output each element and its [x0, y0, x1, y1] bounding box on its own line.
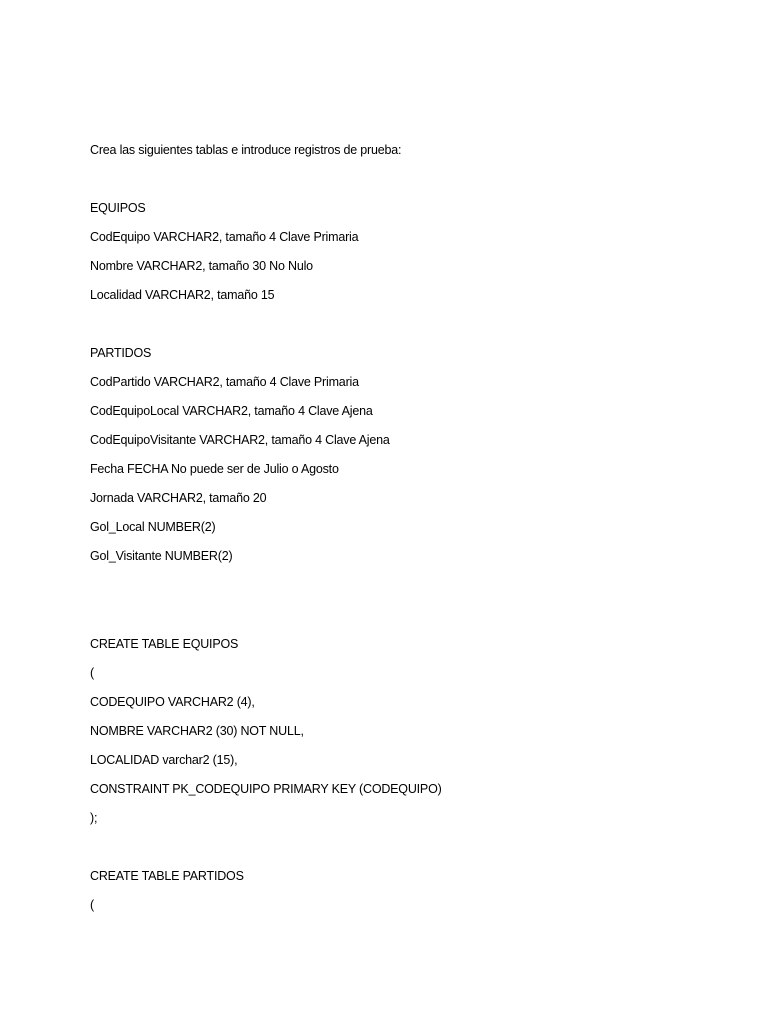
- partidos-field-codequipovisitante: CodEquipoVisitante VARCHAR2, tamaño 4 Clave Ajena: [90, 433, 390, 447]
- equipos-field-localidad: Localidad VARCHAR2, tamaño 15: [90, 288, 275, 302]
- partidos-field-codpartido: CodPartido VARCHAR2, tamaño 4 Clave Primaria: [90, 375, 359, 389]
- partidos-field-gol-local: Gol_Local NUMBER(2): [90, 520, 216, 534]
- partidos-field-jornada: Jornada VARCHAR2, tamaño 20: [90, 491, 267, 505]
- partidos-field-gol-visitante: Gol_Visitante NUMBER(2): [90, 549, 233, 563]
- partidos-field-codequipolocal: CodEquipoLocal VARCHAR2, tamaño 4 Clave Ajena: [90, 404, 373, 418]
- intro-text: Crea las siguientes tablas e introduce registros de prueba:: [90, 143, 402, 157]
- sql-equipos-line-3: CODEQUIPO VARCHAR2 (4),: [90, 695, 255, 709]
- sql-equipos-line-1: CREATE TABLE EQUIPOS: [90, 637, 239, 651]
- equipos-heading: EQUIPOS: [90, 201, 146, 215]
- sql-equipos-line-5: LOCALIDAD varchar2 (15),: [90, 753, 238, 767]
- equipos-field-codequipo: CodEquipo VARCHAR2, tamaño 4 Clave Primaria: [90, 230, 359, 244]
- sql-partidos-line-1: CREATE TABLE PARTIDOS: [90, 869, 244, 883]
- partidos-field-fecha: Fecha FECHA No puede ser de Julio o Agosto: [90, 462, 339, 476]
- sql-equipos-line-2: (: [90, 666, 94, 680]
- partidos-heading: PARTIDOS: [90, 346, 152, 360]
- equipos-field-nombre: Nombre VARCHAR2, tamaño 30 No Nulo: [90, 259, 313, 273]
- sql-partidos-line-2: (: [90, 898, 94, 912]
- sql-equipos-line-7: );: [90, 811, 98, 825]
- sql-equipos-line-4: NOMBRE VARCHAR2 (30) NOT NULL,: [90, 724, 304, 738]
- sql-equipos-line-6: CONSTRAINT PK_CODEQUIPO PRIMARY KEY (CODEQUIPO): [90, 782, 442, 796]
